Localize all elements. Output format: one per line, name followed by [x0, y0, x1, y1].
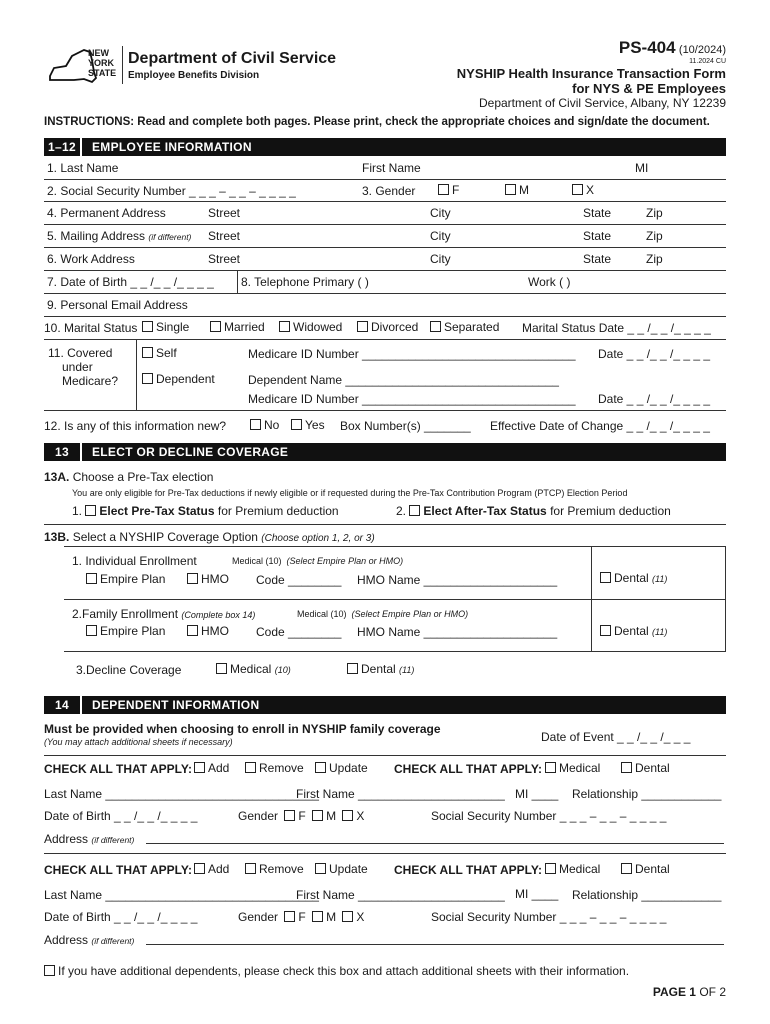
option-label: X [586, 183, 595, 197]
option-label: Add [208, 862, 230, 876]
gender-f[interactable] [438, 183, 459, 197]
checkbox[interactable] [86, 625, 97, 636]
label-note: (if different) [91, 936, 135, 946]
divider [44, 179, 726, 180]
dep1-relationship: Relationship ____________ [572, 787, 722, 801]
checkbox[interactable] [430, 321, 441, 332]
dep2-relationship: Relationship ____________ [572, 888, 722, 902]
dep2-medical[interactable] [545, 862, 600, 876]
fam-dental[interactable] [600, 624, 667, 638]
decline-medical[interactable] [216, 662, 291, 676]
option-label: No [264, 418, 280, 432]
option-rest: for Premium deduction [550, 504, 671, 518]
decline-coverage-label: 3.Decline Coverage [76, 663, 182, 677]
street-label: Street [208, 229, 241, 243]
medicare-self[interactable] [142, 346, 177, 360]
divider [136, 339, 137, 410]
option-label: M [326, 910, 337, 924]
option-label: Single [156, 320, 190, 334]
first-name-label: First Name [362, 161, 421, 175]
divider [44, 524, 726, 525]
divider [44, 410, 726, 411]
division-name: Employee Benefits Division [128, 70, 260, 81]
label-text: Gender [238, 910, 279, 924]
dep1-address [44, 832, 134, 846]
decline-dental[interactable] [347, 662, 414, 676]
state-label: State [583, 229, 612, 243]
option-label: Remove [259, 761, 304, 775]
13a-label [44, 470, 213, 484]
divider [44, 316, 726, 317]
checkbox[interactable] [347, 663, 358, 674]
form-date: (10/2024) [678, 44, 726, 56]
label-text: MI ____ [515, 887, 559, 901]
zip-label: Zip [646, 252, 663, 266]
logo-divider [122, 46, 123, 84]
option-rest: for Premium deduction [217, 504, 339, 518]
checkbox[interactable] [600, 572, 611, 583]
13a-note: You are only eligible for Pre-Tax deductions if newly eligible or if requested during the Pre-Tax Contribution Program (PTCP) Election Period [72, 488, 628, 498]
divider [44, 224, 726, 225]
medicare-id-dep: Medicare ID Number ________________________________ [248, 392, 576, 406]
option-bold: Elect After-Tax Status [423, 504, 547, 518]
fam-hmo-name: HMO Name ____________________ [357, 625, 558, 639]
option-label: X [356, 910, 365, 924]
checkbox[interactable] [187, 573, 198, 584]
checkbox[interactable] [409, 505, 420, 516]
checkbox[interactable] [438, 184, 449, 195]
dep1-remove[interactable] [245, 761, 304, 775]
dep2-update[interactable] [315, 862, 368, 876]
divider [44, 270, 726, 271]
section-number: 14 [44, 696, 82, 714]
option-note: (11) [399, 665, 415, 675]
checkbox[interactable] [291, 419, 302, 430]
dep2-first-name: First Name ______________________ [296, 888, 505, 902]
info-new-label: 12. Is any of this information new? [44, 419, 227, 433]
page-number [653, 985, 726, 999]
label-text: Address [44, 933, 89, 947]
marital-date: Marital Status Date _ _ /_ _ /_ _ _ _ [522, 321, 711, 335]
medicare-date-dep: Date _ _ /_ _ /_ _ _ _ [598, 392, 711, 406]
check-all-label: CHECK ALL THAT APPLY: [44, 762, 193, 776]
marital-single[interactable] [142, 320, 189, 334]
pretax-option[interactable] [72, 504, 339, 518]
last-name-label: 1. Last Name [47, 161, 119, 175]
dep2-remove[interactable] [245, 862, 304, 876]
marital-widowed[interactable] [279, 320, 342, 334]
individual-enrollment-label: 1. Individual Enrollment [72, 554, 197, 568]
option-label: HMO [201, 624, 229, 638]
check-all-label: CHECK ALL THAT APPLY: [394, 762, 543, 776]
medicare-dependent[interactable] [142, 372, 215, 386]
checkbox[interactable] [545, 762, 556, 773]
state-label: State [583, 206, 612, 220]
mi-label: MI [635, 161, 649, 175]
city-label: City [430, 252, 451, 266]
attach-note: (You may attach additional sheets if necessary) [44, 737, 233, 747]
telephone-label: 8. Telephone Primary ( ) [241, 275, 369, 289]
fam-code: Code ________ [256, 625, 342, 639]
checkbox[interactable] [187, 625, 198, 636]
label-text: Address [44, 832, 89, 846]
option-label: HMO [201, 572, 229, 586]
label-note: (Choose option 1, 2, or 3) [261, 533, 375, 544]
gender-x[interactable] [572, 183, 594, 197]
divider [44, 201, 726, 202]
section-title: EMPLOYEE INFORMATION [92, 140, 252, 154]
gender-label: 3. Gender [362, 184, 416, 198]
dep2-mi[interactable] [515, 887, 558, 901]
effective-date: Effective Date of Change _ _ /_ _ /_ _ _ _ [490, 419, 710, 433]
checkbox[interactable] [312, 911, 323, 922]
ssn-label: 2. Social Security Number _ _ _ – _ _ – _ _ _ _ [47, 184, 296, 198]
option-label: Empire Plan [100, 624, 166, 638]
option-label: Medical [230, 662, 272, 676]
dep2-address [44, 933, 134, 947]
instructions: INSTRUCTIONS: Read and complete both pages. Please print, check the appropriate choices and sign/date the document. [44, 116, 710, 128]
option-label: Add [208, 761, 230, 775]
dep1-ssn: Social Security Number _ _ _ – _ _ – _ _ _ _ [431, 809, 667, 823]
option-label: F [452, 183, 460, 197]
checkbox[interactable] [210, 321, 221, 332]
street-label: Street [208, 206, 241, 220]
street-label: Street [208, 252, 241, 266]
checkbox[interactable] [216, 663, 227, 674]
dep2-dental[interactable] [621, 862, 670, 876]
dep2-gender [238, 910, 364, 924]
ind-hmo-name: HMO Name ____________________ [357, 573, 558, 587]
checkbox[interactable] [312, 810, 323, 821]
divider [64, 599, 726, 600]
option-label: If you have additional dependents, please check this box and attach additional sheets with their information. [58, 964, 630, 978]
option-note: (10) [274, 665, 291, 675]
label-note: (Select Empire Plan or HMO) [351, 609, 469, 619]
dependent-name: Dependent Name ________________________________ [248, 373, 559, 387]
aftertax-option[interactable] [396, 504, 671, 518]
option-label: Dependent [156, 372, 215, 386]
13b-label [44, 530, 375, 544]
zip-label: Zip [646, 229, 663, 243]
revision: 11.2024 CU [689, 58, 726, 65]
work-address-label: 6. Work Address [47, 252, 135, 266]
info-new-no[interactable] [250, 418, 279, 432]
form-title-1: NYSHIP Health Insurance Transaction Form [456, 66, 726, 81]
dept-name: Department of Civil Service [128, 50, 337, 67]
dep2-ssn: Social Security Number _ _ _ – _ _ – _ _ _ _ [431, 910, 667, 924]
dep1-gender [238, 809, 364, 823]
state-logo-text: NEW YORK STATE [88, 48, 117, 78]
gender-m[interactable] [505, 183, 529, 197]
checkbox[interactable] [142, 321, 153, 332]
checkbox[interactable] [245, 762, 256, 773]
section-title: ELECT OR DECLINE COVERAGE [92, 445, 289, 459]
label-line: under [62, 360, 93, 374]
city-label: City [430, 229, 451, 243]
medicare-id-self: Medicare ID Number ________________________________ [248, 347, 576, 361]
option-note: (11) [652, 627, 668, 637]
checkbox[interactable] [621, 863, 632, 874]
checkbox[interactable] [245, 863, 256, 874]
marital-divorced[interactable] [357, 320, 418, 334]
option-label: Remove [259, 862, 304, 876]
dep2-last-name: Last Name ________________________________ [44, 888, 319, 902]
ind-dental[interactable] [600, 571, 667, 585]
label-note: (Select Empire Plan or HMO) [286, 556, 404, 566]
medicare-date-self: Date _ _ /_ _ /_ _ _ _ [598, 347, 711, 361]
checkbox[interactable] [545, 863, 556, 874]
dep1-last-name: Last Name ________________________________ [44, 787, 319, 801]
fam-hmo[interactable] [187, 624, 229, 638]
checkbox[interactable] [85, 505, 96, 516]
section-title: DEPENDENT INFORMATION [92, 698, 260, 712]
checkbox[interactable] [250, 419, 261, 430]
additional-dependents[interactable] [44, 964, 629, 978]
dob-label: 7. Date of Birth _ _ /_ _ /_ _ _ _ [47, 275, 214, 289]
must-provide: Must be provided when choosing to enroll in NYSHIP family coverage [44, 722, 441, 736]
family-enrollment-label [72, 607, 255, 621]
checkbox[interactable] [44, 965, 55, 976]
option-label: Update [329, 862, 368, 876]
option-label: X [356, 809, 365, 823]
address-line [146, 944, 724, 945]
label-line: 11. Covered [48, 346, 113, 360]
option-num: 1. [72, 504, 83, 518]
checkbox[interactable] [315, 863, 326, 874]
marital-married[interactable] [210, 320, 265, 334]
mail-address-label [47, 229, 191, 243]
check-all-label: CHECK ALL THAT APPLY: [44, 863, 193, 877]
form-address: Department of Civil Service, Albany, NY 12239 [478, 96, 726, 110]
checkbox[interactable] [572, 184, 583, 195]
option-num: 2. [396, 504, 407, 518]
form-title-2: for NYS & PE Employees [572, 81, 726, 96]
ind-code: Code ________ [256, 573, 342, 587]
option-note: (11) [652, 574, 668, 584]
email-label: 9. Personal Email Address [47, 298, 188, 312]
checkbox[interactable] [505, 184, 516, 195]
label-note: (Complete box 14) [181, 610, 256, 620]
checkbox[interactable] [284, 810, 295, 821]
checkbox[interactable] [142, 347, 153, 358]
divider [44, 339, 726, 340]
section-number: 1–12 [44, 138, 82, 156]
option-label: Dental [635, 862, 670, 876]
label-text: Choose a Pre-Tax election [72, 470, 214, 484]
checkbox[interactable] [86, 573, 97, 584]
divider [237, 270, 238, 293]
divider [44, 755, 726, 756]
city-label: City [430, 206, 451, 220]
checkbox[interactable] [342, 911, 353, 922]
option-bold: Elect Pre-Tax Status [99, 504, 215, 518]
ind-empire[interactable] [86, 572, 165, 586]
label-line: Medicare? [62, 374, 119, 388]
dep1-add[interactable] [194, 761, 229, 775]
check-all-label: CHECK ALL THAT APPLY: [394, 863, 543, 877]
dep1-dental[interactable] [621, 761, 670, 775]
divider [44, 247, 726, 248]
medical-10-label [232, 556, 403, 566]
zip-label: Zip [646, 206, 663, 220]
option-label: Yes [305, 418, 325, 432]
checkbox[interactable] [142, 373, 153, 384]
page-rest: OF 2 [699, 985, 726, 999]
label-text: Select a NYSHIP Coverage Option [72, 530, 258, 544]
option-label: Dental [614, 624, 649, 638]
date-of-event: Date of Event _ _ /_ _ /_ _ _ [541, 730, 691, 744]
divider [44, 293, 726, 294]
ind-hmo[interactable] [187, 572, 229, 586]
label-text: Medical (10) [297, 609, 347, 619]
divider [44, 853, 726, 854]
label-note: (if different) [148, 232, 192, 242]
label-text: Gender [238, 809, 279, 823]
option-label: Married [224, 320, 265, 334]
checkbox[interactable] [194, 762, 205, 773]
option-label: Dental [635, 761, 670, 775]
option-label: Widowed [293, 320, 343, 334]
dep1-mi: MI ____ [515, 787, 559, 801]
work-phone-label: Work ( ) [528, 275, 571, 289]
medical-10-label [297, 609, 468, 619]
page-bold: PAGE 1 [652, 985, 696, 999]
checkbox[interactable] [315, 762, 326, 773]
checkbox[interactable] [284, 911, 295, 922]
section-bar-employee [44, 138, 726, 156]
fam-empire[interactable] [86, 624, 165, 638]
option-label: Self [156, 346, 177, 360]
label-num: 13A. [44, 470, 70, 484]
section-bar-coverage [44, 443, 726, 461]
info-new-yes[interactable] [291, 418, 325, 432]
label-note: (if different) [91, 835, 135, 845]
dep1-medical[interactable] [545, 761, 600, 775]
label-text: 5. Mailing Address [47, 229, 146, 243]
section-number: 13 [44, 443, 82, 461]
option-label: Divorced [371, 320, 419, 334]
checkbox[interactable] [357, 321, 368, 332]
marital-label: 10. Marital Status [44, 321, 138, 335]
checkbox[interactable] [621, 762, 632, 773]
checkbox[interactable] [194, 863, 205, 874]
option-label: Separated [444, 320, 500, 334]
label-text: 2.Family Enrollment [72, 607, 179, 621]
option-label: Empire Plan [100, 572, 166, 586]
dep2-add[interactable] [194, 862, 229, 876]
dep2-dob: Date of Birth _ _ /_ _ /_ _ _ _ [44, 910, 198, 924]
checkbox[interactable] [279, 321, 290, 332]
form-code-text: PS-404 [618, 38, 676, 57]
marital-separated[interactable] [430, 320, 499, 334]
label-num: 13B. [44, 530, 70, 544]
label-text: Medical (10) [232, 556, 282, 566]
box-numbers: Box Number(s) _______ [340, 419, 471, 433]
checkbox[interactable] [600, 625, 611, 636]
dep1-first-name: First Name ______________________ [296, 787, 505, 801]
option-label: M [326, 809, 337, 823]
dep1-update[interactable] [315, 761, 368, 775]
form-code [619, 38, 726, 58]
address-line [146, 843, 724, 844]
option-label: Medical [559, 862, 601, 876]
medicare-label [48, 346, 118, 388]
option-label: Dental [614, 571, 649, 585]
option-label: Dental [361, 662, 396, 676]
perm-address-label: 4. Permanent Address [47, 206, 166, 220]
option-label: Update [329, 761, 368, 775]
dep1-dob: Date of Birth _ _ /_ _ /_ _ _ _ [44, 809, 198, 823]
option-label: M [519, 183, 529, 197]
option-label: Medical [559, 761, 601, 775]
option-label: F [298, 809, 306, 823]
checkbox[interactable] [342, 810, 353, 821]
option-label: F [298, 910, 306, 924]
state-label: State [583, 252, 612, 266]
section-bar-dependent [44, 696, 726, 714]
